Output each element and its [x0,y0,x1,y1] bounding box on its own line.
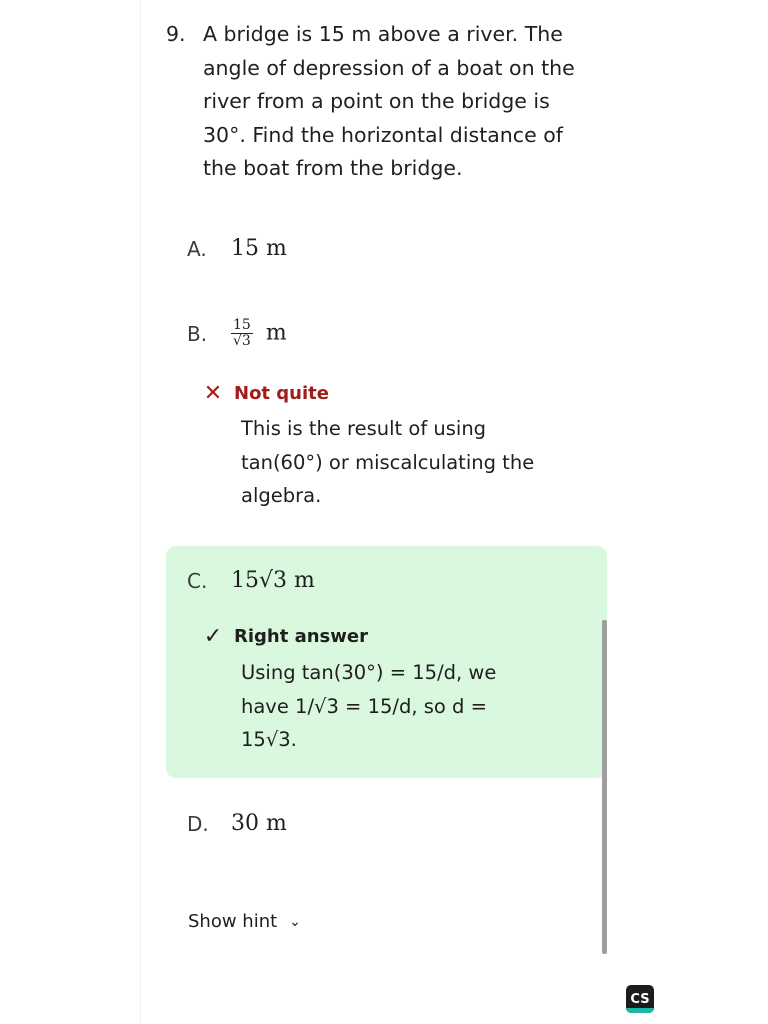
logo-underline [626,1008,654,1013]
fraction-numerator: 15 [233,317,251,333]
option-value: 30 m [231,811,287,836]
option-value: 15 m [231,236,287,261]
feedback-line: tan(60°) or miscalculating the [241,450,535,474]
feedback-line: This is the result of using [241,417,487,440]
feedback-line: have 1/√3 = 15/d, so d = [241,694,487,718]
feedback-line: 15√3. [241,728,297,751]
option-d[interactable] [187,811,287,836]
question-line: 30°. Find the horizontal distance of [203,122,563,147]
show-hint-button[interactable] [188,911,301,932]
show-hint-label: Show hint [188,911,278,932]
option-value: 15√3 m [231,568,315,593]
chevron-down-icon: ⌄ [289,913,301,930]
option-c[interactable] [187,568,315,593]
question-text [203,18,616,186]
feedback-c-header [198,624,368,649]
feedback-b-text [241,412,534,513]
option-a[interactable] [187,236,287,261]
question-line: river from a point on the bridge is [203,89,550,113]
feedback-c-text [241,656,496,757]
feedback-b-header [198,381,329,406]
check-icon: ✓ [203,624,223,649]
feedback-c-title: Right answer [234,626,368,647]
fraction [231,318,253,349]
option-letter: C. [187,568,208,593]
option-letter: D. [187,811,209,836]
cross-icon: ✕ [203,381,223,406]
feedback-line: algebra. [241,484,322,507]
option-b[interactable] [187,318,287,349]
feedback-b-title: Not quite [234,383,329,404]
option-letter: A. [187,236,207,261]
left-margin [0,0,141,1024]
option-unit: m [265,320,287,346]
question-number: 9. [166,22,186,46]
feedback-line: Using tan(30°) = 15/d, we [241,661,497,684]
question-line: the boat from the bridge. [203,156,463,180]
option-value [231,318,287,349]
question [166,18,616,186]
fraction-denominator: √3 [233,333,251,349]
scrollbar[interactable] [602,620,607,954]
question-line: A bridge is 15 m above a river. The [203,22,563,46]
watermark-label: CS [630,991,650,1007]
option-letter: B. [187,321,208,346]
question-line: angle of depression of a boat on the [203,55,575,80]
